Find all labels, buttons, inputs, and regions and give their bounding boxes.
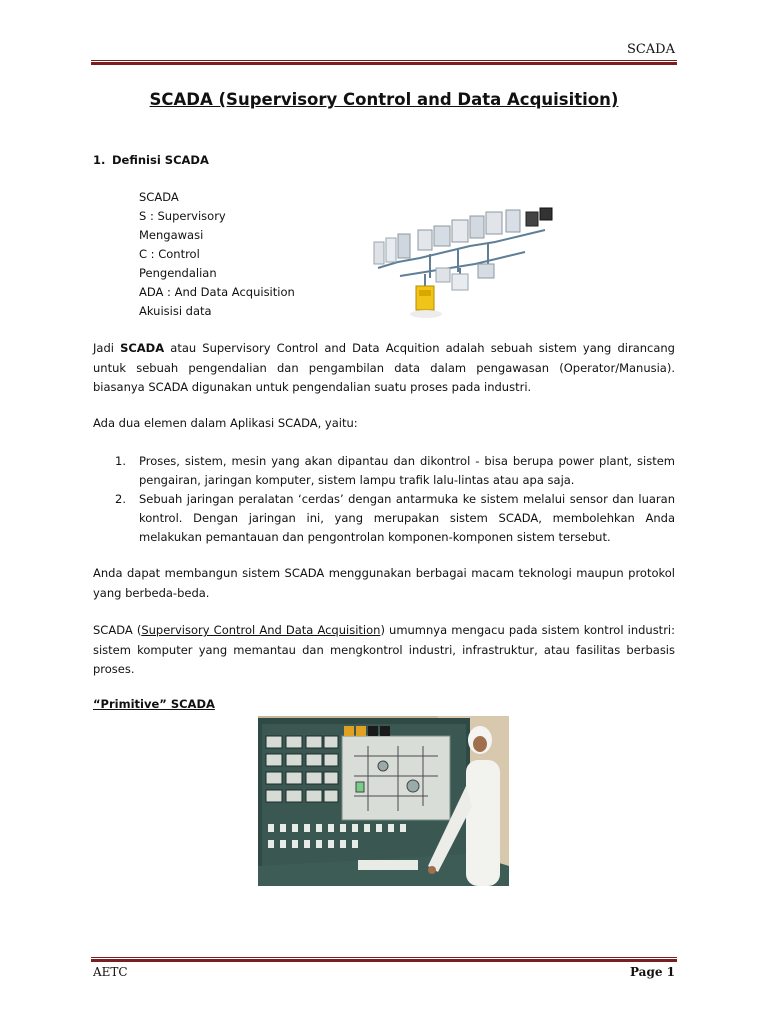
para1-bold: SCADA (120, 341, 165, 355)
definition-line: C : Control (139, 247, 200, 261)
definition-line: ADA : And Data Acquisition (139, 285, 295, 299)
control-panel-photo (258, 716, 509, 886)
paragraph-definition (93, 339, 675, 398)
footer-rule-thick (91, 959, 677, 962)
elements-list (93, 452, 675, 547)
page-number: Page 1 (629, 965, 675, 979)
list-item (93, 452, 675, 490)
page-title: SCADA (Supervisory Control and Data Acquisition) (149, 90, 619, 109)
definition-line: Akuisisi data (139, 304, 212, 318)
list-item (93, 490, 675, 547)
scada-link[interactable]: Supervisory Control And Data Acquisition (141, 623, 381, 637)
section-title: Definisi SCADA (112, 153, 209, 167)
definition-line: Pengendalian (139, 266, 217, 280)
paragraph-elements-intro: Ada dua elemen dalam Aplikasi SCADA, yaitu: (93, 416, 358, 430)
para1-prefix: Jadi (93, 341, 121, 355)
list-item-number: 2. (115, 492, 126, 506)
paragraph-technology: Anda dapat membangun sistem SCADA menggunakan berbagai macam teknologi maupun protokol yang berbeda-beda. (93, 566, 675, 600)
section-heading (93, 153, 209, 167)
para1-rest: atau Supervisory Control and Data Acquition adalah sebuah sistem yang dirancang untuk sebuah pengendalian dan pengambilan data dalam pengawasan (Operator/Manusia). biasanya SCADA digunakan untuk pengendalian suatu proses pada industri. (93, 341, 675, 394)
definition-list (139, 188, 295, 321)
list-item-text: Proses, sistem, mesin yang akan dipantau dan dikontrol - bisa berupa power plant, sistem pengairan, jaringan komputer, sistem lampu trafik lalu-lintas atau apa saja. (139, 454, 675, 487)
header-text: SCADA (626, 42, 675, 57)
para4-rest: ) umumnya mengacu pada sistem kontrol industri: sistem komputer yang memantau dan mengkontrol industri, infrastruktur, atau fasilitas berbasis proses. (93, 623, 675, 676)
header-rule-thin (91, 60, 677, 61)
footer-left: AETC (93, 965, 128, 979)
para4-prefix: SCADA ( (93, 623, 142, 637)
definition-line: S : Supervisory (139, 209, 226, 223)
definition-line: Mengawasi (139, 228, 204, 242)
footer-rule-thin (91, 957, 677, 958)
section-number: 1. (93, 153, 106, 167)
header-rule-thick (91, 62, 677, 65)
list-item-number: 1. (115, 454, 126, 468)
definition-line: SCADA (139, 190, 179, 204)
scada-network-illustration (370, 206, 570, 322)
list-item-text: Sebuah jaringan peralatan ‘cerdas’ dengan antarmuka ke sistem melalui sensor dan luaran kontrol. Dengan jaringan ini, yang merupakan sistem SCADA, membolehkan Anda melakukan pemantauan dan pengontrolan komponen-komponen sistem tersebut. (139, 492, 675, 544)
primitive-scada-heading: “Primitive” SCADA (93, 697, 215, 711)
paragraph-scada-meaning (93, 621, 675, 680)
